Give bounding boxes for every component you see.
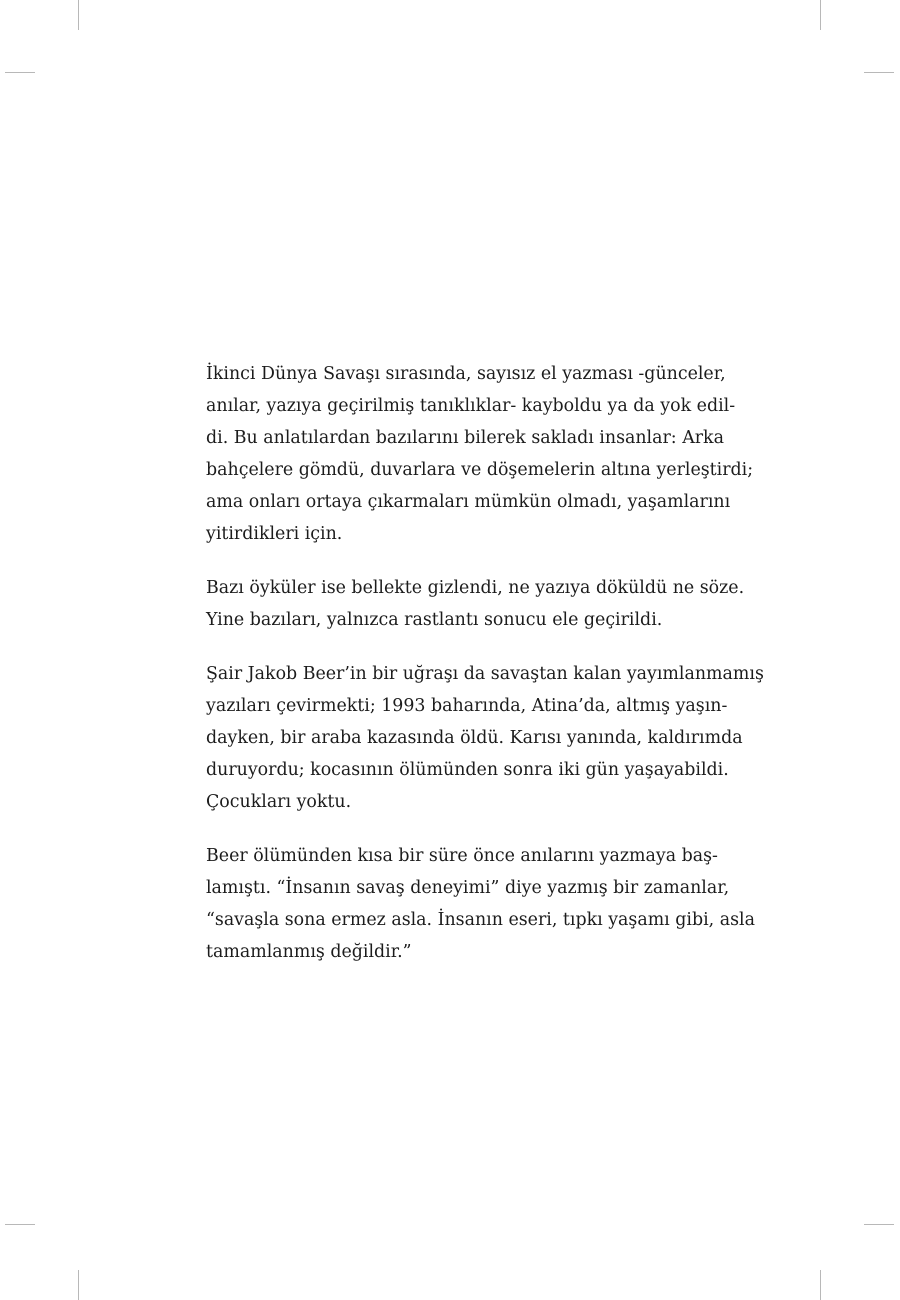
text-line: di. Bu anlatılardan bazılarını bilerek sakladı insanlar: Arka bbox=[206, 428, 724, 448]
text-line: lamıştı. “İnsanın savaş deneyimi” diye yazmış bir zamanlar, bbox=[206, 878, 730, 898]
crop-mark-bottom-left-vertical bbox=[78, 1270, 79, 1300]
crop-mark-top-left-horizontal bbox=[5, 72, 35, 73]
text-line: Beer ölümünden kısa bir süre önce anılarını yazmaya baş- bbox=[206, 846, 718, 866]
text-line: ama onları ortaya çıkarmaları mümkün olmadı, yaşamlarını bbox=[206, 492, 731, 512]
text-line: “savaşla sona ermez asla. İnsanın eseri, tıpkı yaşamı gibi, asla bbox=[206, 910, 755, 930]
paragraph-4 bbox=[206, 840, 755, 968]
paragraph-1 bbox=[206, 358, 754, 550]
text-line: yitirdikleri için. bbox=[206, 524, 343, 544]
text-line: bahçelere gömdü, duvarlara ve döşemelerin altına yerleştirdi; bbox=[206, 460, 754, 480]
crop-mark-bottom-left-horizontal bbox=[5, 1224, 35, 1225]
text-line: Şair Jakob Beer’in bir uğraşı da savaştan kalan yayımlanmamış bbox=[206, 664, 764, 684]
crop-mark-top-right-vertical bbox=[820, 0, 821, 30]
text-line: tamamlanmış değildir.” bbox=[206, 942, 412, 962]
text-line: Yine bazıları, yalnızca rastlantı sonucu ele geçirildi. bbox=[206, 610, 663, 630]
text-line: anılar, yazıya geçirilmiş tanıklıklar- kayboldu ya da yok edil- bbox=[206, 396, 736, 416]
body-text bbox=[206, 358, 764, 990]
text-line: duruyordu; kocasının ölümünden sonra iki gün yaşayabildi. bbox=[206, 760, 729, 780]
crop-mark-bottom-right-horizontal bbox=[864, 1224, 894, 1225]
text-line: Çocukları yoktu. bbox=[206, 792, 352, 812]
text-line: dayken, bir araba kazasında öldü. Karısı yanında, kaldırımda bbox=[206, 728, 743, 748]
text-line: Bazı öyküler ise bellekte gizlendi, ne yazıya döküldü ne söze. bbox=[206, 578, 745, 598]
paragraph-3 bbox=[206, 658, 764, 818]
paragraph-2 bbox=[206, 572, 745, 636]
crop-mark-top-left-vertical bbox=[78, 0, 79, 30]
text-line: İkinci Dünya Savaşı sırasında, sayısız el yazması -günceler, bbox=[206, 364, 726, 384]
text-line: yazıları çevirmekti; 1993 baharında, Atina’da, altmış yaşın- bbox=[206, 696, 728, 716]
crop-mark-bottom-right-vertical bbox=[820, 1270, 821, 1300]
crop-mark-top-right-horizontal bbox=[864, 72, 894, 73]
